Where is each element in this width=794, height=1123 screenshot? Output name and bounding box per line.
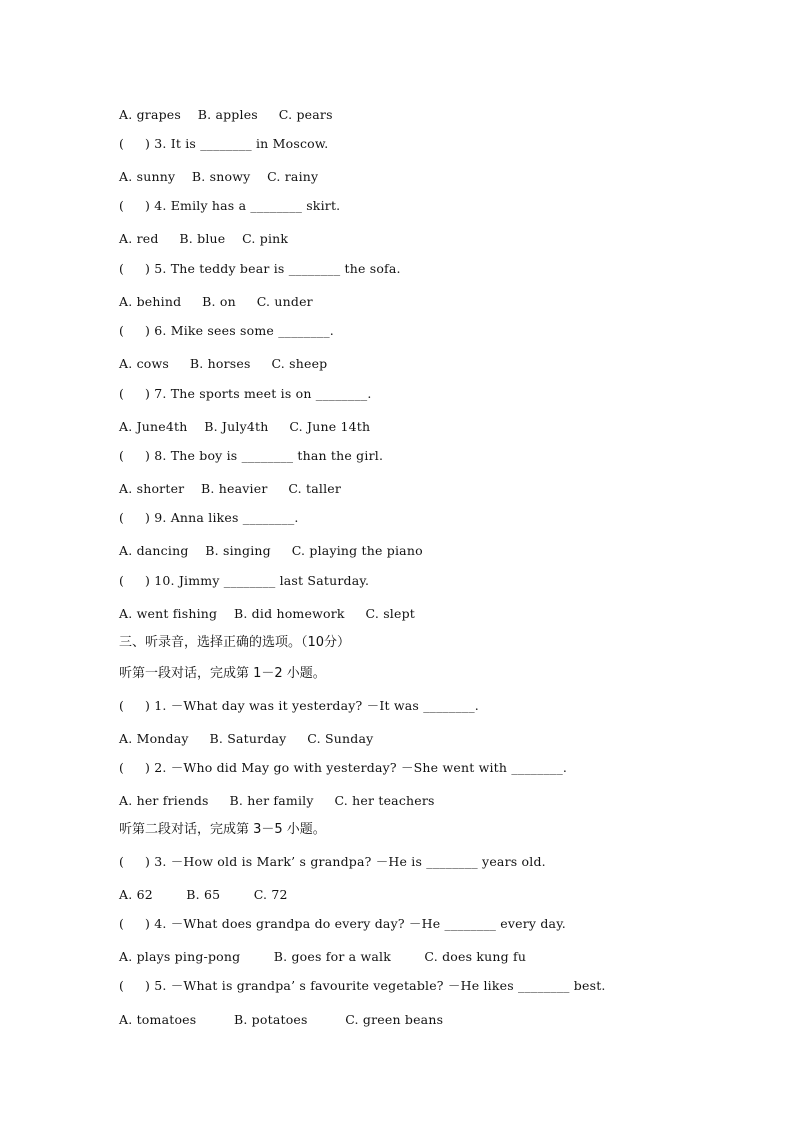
s3-options-q1: A. Monday B. Saturday C. Sunday — [119, 731, 374, 746]
dialogue-2-instruction: 听第二段对话，完成第 3－5 小题。 — [119, 822, 326, 837]
question-4: ( ) 4. Emily has a ________ skirt. — [119, 198, 341, 213]
options-q4: A. red B. blue C. pink — [119, 231, 289, 246]
options-q9: A. dancing B. singing C. playing the piano — [119, 543, 423, 558]
s3-question-2: ( ) 2. －Who did May go with yesterday? －She went with ________. — [119, 760, 568, 775]
options-q3: A. sunny B. snowy C. rainy — [119, 169, 319, 184]
dialogue-1-instruction: 听第一段对话，完成第 1－2 小题。 — [119, 666, 326, 681]
question-5: ( ) 5. The teddy bear is ________ the sofa. — [119, 261, 401, 276]
s3-question-3: ( ) 3. －How old is Mark’ s grandpa? －He is ________ years old. — [119, 854, 546, 869]
options-q8: A. shorter B. heavier C. taller — [119, 481, 342, 496]
s3-question-4: ( ) 4. －What does grandpa do every day? －He ________ every day. — [119, 916, 566, 931]
options-q2: A. grapes B. apples C. pears — [119, 107, 333, 122]
options-q7: A. June4th B. July4th C. June 14th — [119, 419, 371, 434]
s3-options-q4: A. plays ping-pong B. goes for a walk C. does kung fu — [119, 949, 527, 964]
s3-question-5: ( ) 5. －What is grandpa’ s favourite vegetable? －He likes ________ best. — [119, 978, 606, 993]
s3-options-q2: A. her friends B. her family C. her teachers — [119, 793, 435, 808]
question-8: ( ) 8. The boy is ________ than the girl. — [119, 448, 384, 463]
s3-options-q3: A. 62 B. 65 C. 72 — [119, 887, 288, 902]
s3-options-q5: A. tomatoes B. potatoes C. green beans — [119, 1012, 444, 1027]
question-10: ( ) 10. Jimmy ________ last Saturday. — [119, 573, 370, 588]
section-3-heading: 三、听录音，选择正确的选项。（10分） — [119, 635, 351, 650]
s3-question-1: ( ) 1. －What day was it yesterday? －It was ________. — [119, 698, 479, 713]
question-6: ( ) 6. Mike sees some ________. — [119, 323, 334, 338]
options-q10: A. went fishing B. did homework C. slept — [119, 606, 416, 621]
question-3: ( ) 3. It is ________ in Moscow. — [119, 136, 329, 151]
options-q6: A. cows B. horses C. sheep — [119, 356, 328, 371]
question-7: ( ) 7. The sports meet is on ________. — [119, 386, 372, 401]
question-9: ( ) 9. Anna likes ________. — [119, 510, 299, 525]
options-q5: A. behind B. on C. under — [119, 294, 313, 309]
